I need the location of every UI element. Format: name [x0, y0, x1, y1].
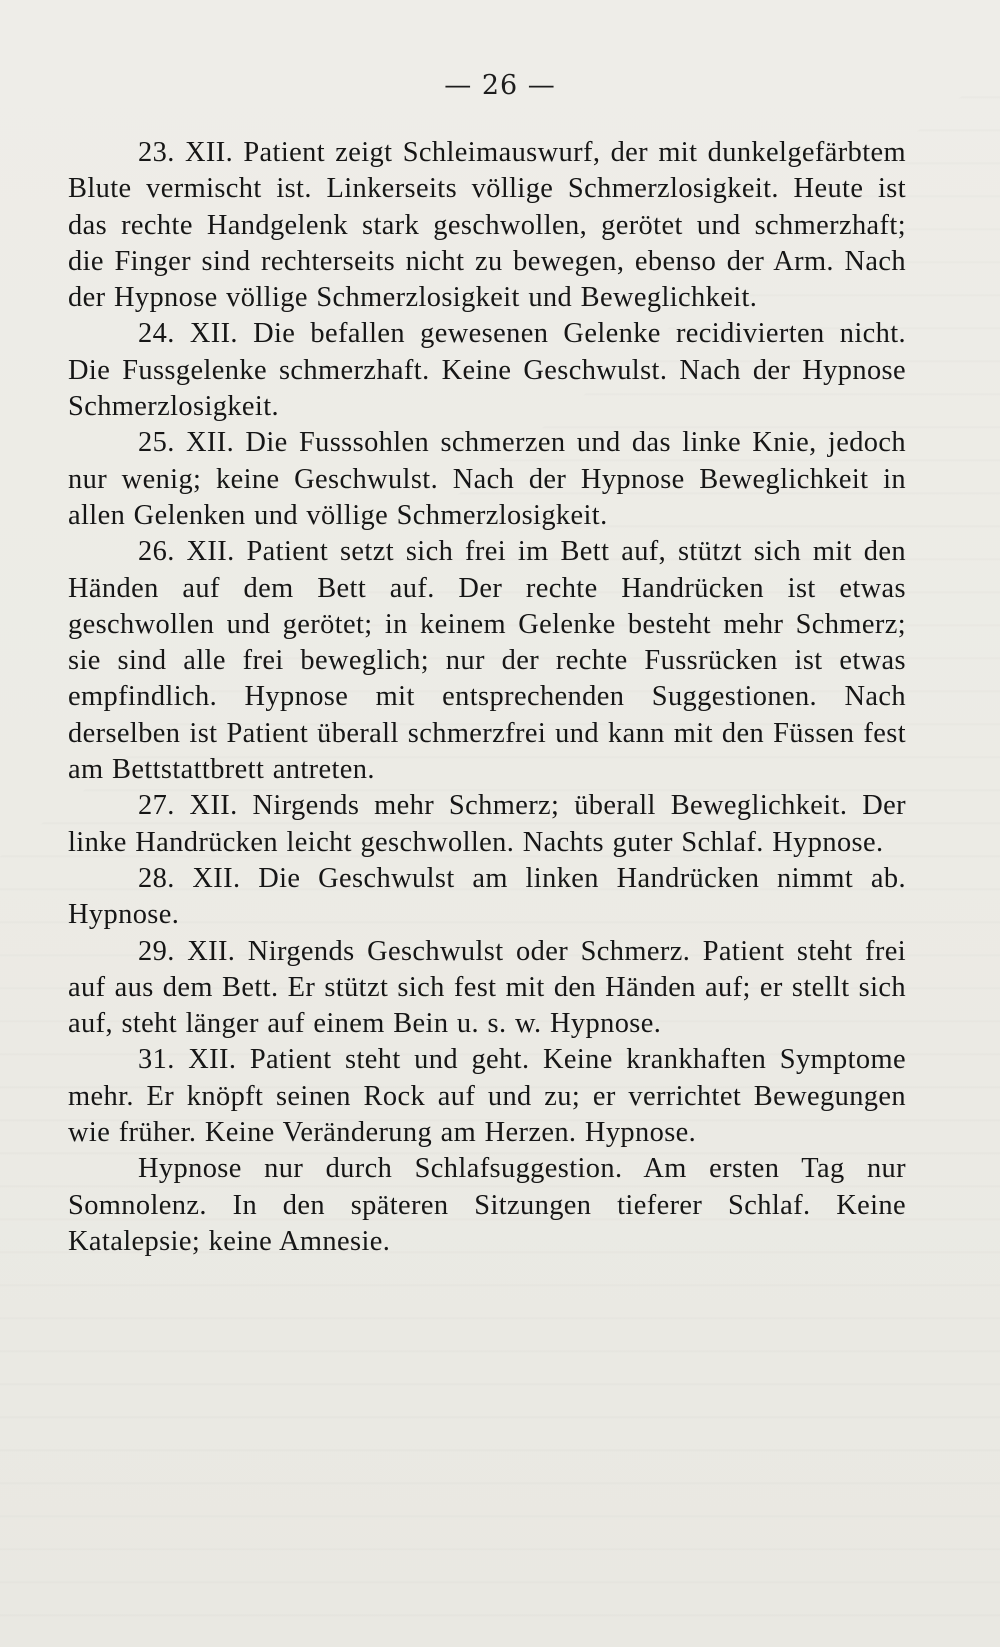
- paragraph-entry-28-xii: 28. XII. Die Geschwulst am linken Handrücken nimmt ab. Hypnose.: [68, 862, 906, 931]
- paragraph-entry-31-xii: 31. XII. Patient steht und geht. Keine krankhaften Symptome mehr. Er knöpft seinen Rock auf und zu; er verrichtet Bewegungen wie früher. Keine Veränderung am Herzen. Hypnose.: [68, 1044, 906, 1149]
- body-text: [68, 135, 906, 1260]
- paragraph-entry-24-xii: 24. XII. Die befallen gewesenen Gelenke recidivierten nicht. Die Fussgelenke schmerzhaft. Keine Geschwulst. Nach der Hypnose Schmerzlosigkeit.: [68, 318, 906, 423]
- paragraph-entry-27-xii: 27. XII. Nirgends mehr Schmerz; überall Beweglichkeit. Der linke Handrücken leicht geschwollen. Nachts guter Schlaf. Hypnose.: [68, 790, 906, 858]
- paragraph-entry-25-xii: 25. XII. Die Fusssohlen schmerzen und das linke Knie, jedoch nur wenig; keine Geschwulst. Nach der Hypnose Beweglichkeit in allen Gelenken und völlige Schmerzlosigkeit.: [68, 427, 906, 531]
- paragraph-entry-26-xii: 26. XII. Patient setzt sich frei im Bett auf, stützt sich mit den Händen auf dem Bett auf. Der rechte Handrücken ist etwas geschwollen und gerötet; in keinem Gelenke besteht mehr Schmerz; sie sind alle frei beweglich; nur der rechte Fussrücken ist etwas empfindlich. Hypnose mit entsprechenden Suggestionen. Nach derselben ist Patient überall schmerzfrei und kann mit den Füssen fest am Bettstattbrett antreten.: [68, 536, 906, 786]
- paragraph-entry-23-xii: 23. XII. Patient zeigt Schleimauswurf, der mit dunkelgefärbtem Blute vermischt ist. Linkerseits völlige Schmerzlosigkeit. Heute ist das rechte Handgelenk stark geschwollen, gerötet und schmerzhaft; die Finger sind rechterseits nicht zu bewegen, ebenso der Arm. Nach der Hypnose völlige Schmerzlosigkeit und Beweglichkeit.: [68, 137, 906, 314]
- paragraph-entry-29-xii: 29. XII. Nirgends Geschwulst oder Schmerz. Patient steht frei auf aus dem Bett. Er stützt sich fest mit den Händen auf; er stellt sich auf, steht länger auf einem Bein u. s. w. Hypnose.: [68, 935, 906, 1040]
- page-number: — 26 —: [444, 70, 556, 101]
- paragraph-summary: Hypnose nur durch Schlafsuggestion. Am ersten Tag nur Somnolenz. In den späteren Sitzungen tieferer Schlaf. Keine Katalepsie; keine Amnesie.: [68, 1153, 906, 1257]
